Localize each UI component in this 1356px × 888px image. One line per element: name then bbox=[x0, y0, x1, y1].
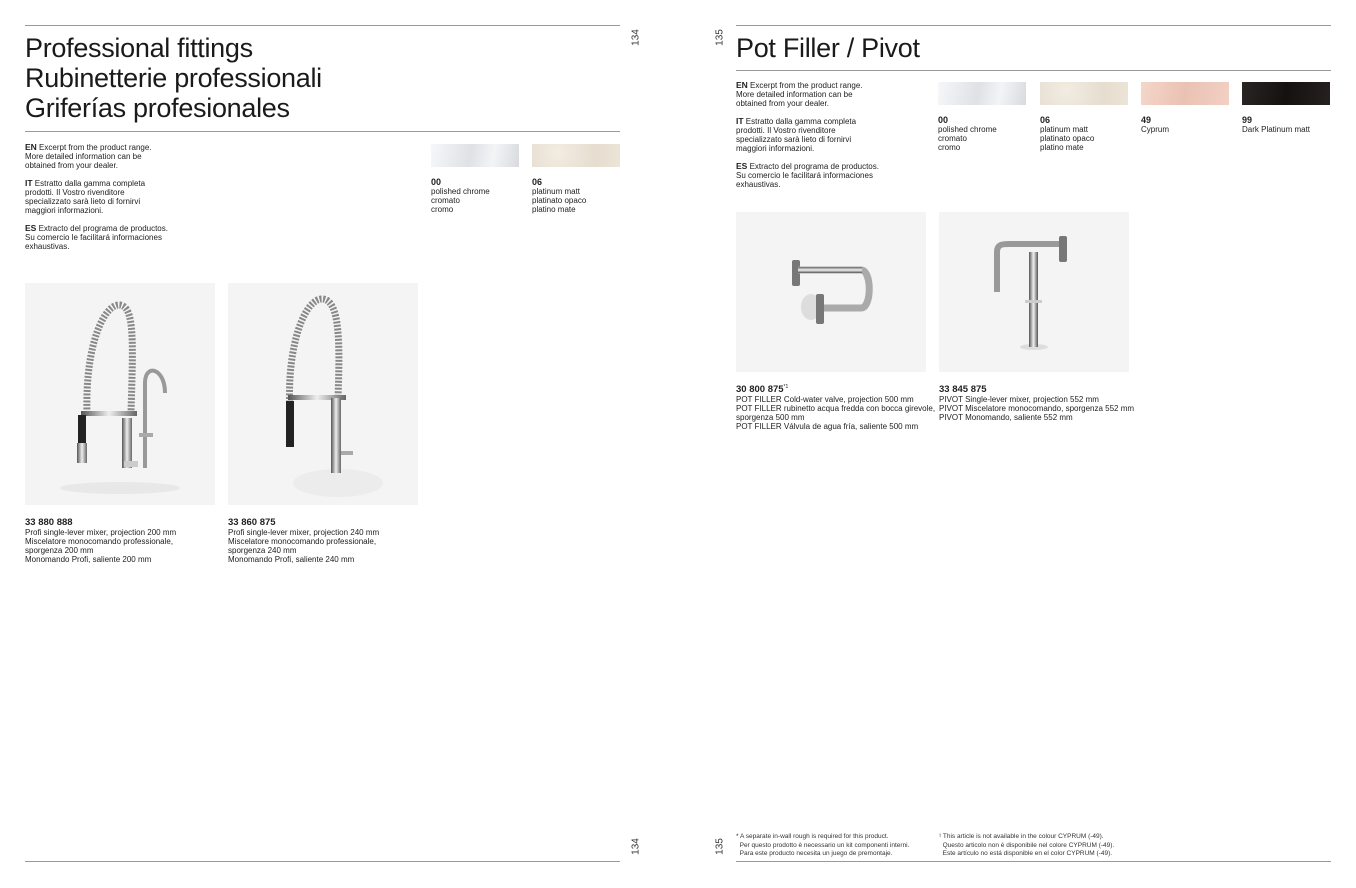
pot-filler-image bbox=[736, 212, 926, 372]
product-33-845-875: 33 845 875 PIVOT Single-lever mixer, projection 552 mm PIVOT Miscelatore monocomando, sporgenza 552 mm PIVOT Monomando, saliente 552 mm bbox=[939, 384, 1135, 423]
page-title-right: Pot Filler / Pivot bbox=[736, 33, 920, 63]
swatch-platinum-matt bbox=[1040, 82, 1128, 105]
title-line-it: Rubinetterie professionali bbox=[25, 63, 322, 93]
top-rule-right bbox=[736, 25, 1331, 26]
faucet-illustration-2 bbox=[228, 283, 418, 505]
page-title-left bbox=[25, 33, 322, 123]
footnote-cyprum-unavailable: ¹ This article is not available in the colour CYPRUM (-49). Questo articolo non è disponibile nel colore CYPRUM (-49). Este artículo no está disponible en el color CYPRUM (-49). bbox=[939, 833, 1115, 857]
page-number-bottom-right: 135 bbox=[714, 838, 726, 855]
pivot-illustration bbox=[939, 212, 1129, 372]
intro-text-left bbox=[25, 143, 215, 260]
page-number-top-right: 135 bbox=[714, 29, 726, 46]
intro-it: IT Estratto dalla gamma completa prodotti. Il Vostro rivenditore specializzato sarà lieto di fornirvi maggiori informazioni. bbox=[736, 116, 857, 153]
professional-mixer-image bbox=[228, 283, 418, 505]
top-rule-left bbox=[25, 25, 620, 26]
pot-filler-illustration bbox=[736, 212, 926, 372]
footnote-in-wall-rough: * A separate in-wall rough is required for this product. Per questo prodotto è necessario un kit componenti interni. Para este producto necesita un juego de premontaje. bbox=[736, 833, 910, 857]
product-30-800-875: 30 800 875$^{*1}$ POT FILLER Cold-water valve, projection 500 mm POT FILLER rubinetto acqua fredda con bocca girevole, sporgenza 500 mm POT FILLER Válvula de agua fría, saliente 500 mm bbox=[736, 384, 936, 432]
intro-es: ES Extracto del programa de productos. Su comercio le facilitará informaciones exhaustivas. bbox=[25, 223, 168, 251]
faucet-illustration-1 bbox=[25, 283, 215, 505]
intro-en: EN Excerpt from the product range. More detailed information can be obtained from your dealer. bbox=[25, 142, 152, 170]
finish-label-06-left: 06 platinum matt platinato opaco platino mate bbox=[532, 177, 587, 214]
page-number-top-left: 134 bbox=[630, 29, 642, 46]
finish-label-99: 99 Dark Platinum matt bbox=[1242, 115, 1311, 134]
intro-it: IT Estratto dalla gamma completa prodotti. Il Vostro rivenditore specializzato sarà lieto di fornirvi maggiori informazioni. bbox=[25, 178, 146, 215]
intro-es: ES Extracto del programa de productos. Su comercio le facilitará informaciones exhaustivas. bbox=[736, 161, 879, 189]
swatch-polished-chrome bbox=[431, 144, 519, 167]
title-rule-right bbox=[736, 70, 1331, 71]
pivot-mixer-image bbox=[939, 212, 1129, 372]
product-33-880-888: 33 880 888 Profi single-lever mixer, projection 200 mm Miscelatore monocomando professionale, sporgenza 200 mm Monomando Profi, saliente 200 mm bbox=[25, 517, 177, 564]
intro-text-right bbox=[736, 81, 926, 198]
page-number-bottom-left: 134 bbox=[630, 838, 642, 855]
finish-label-06-right: 06 platinum matt platinato opaco platino mate bbox=[1040, 115, 1095, 152]
swatch-polished-chrome bbox=[938, 82, 1026, 105]
product-33-860-875: 33 860 875 Profi single-lever mixer, projection 240 mm Miscelatore monocomando professionale, sporgenza 240 mm Monomando Profi, saliente 240 mm bbox=[228, 517, 380, 564]
title-line-es: Griferías profesionales bbox=[25, 93, 290, 123]
swatch-platinum-matt bbox=[532, 144, 620, 167]
title-rule-left bbox=[25, 131, 620, 132]
title-line-en: Professional fittings bbox=[25, 33, 253, 63]
swatch-dark-platinum-matt bbox=[1242, 82, 1330, 105]
finish-label-00-left: 00 polished chrome cromato cromo bbox=[431, 177, 490, 214]
finish-label-49: 49 Cyprum bbox=[1141, 115, 1170, 134]
professional-mixer-with-secondary-spout-image bbox=[25, 283, 215, 505]
bottom-rule-right bbox=[736, 861, 1331, 862]
intro-en: EN Excerpt from the product range. More detailed information can be obtained from your dealer. bbox=[736, 80, 863, 108]
finish-label-00-right: 00 polished chrome cromato cromo bbox=[938, 115, 997, 152]
bottom-rule-left bbox=[25, 861, 620, 862]
swatch-cyprum bbox=[1141, 82, 1229, 105]
